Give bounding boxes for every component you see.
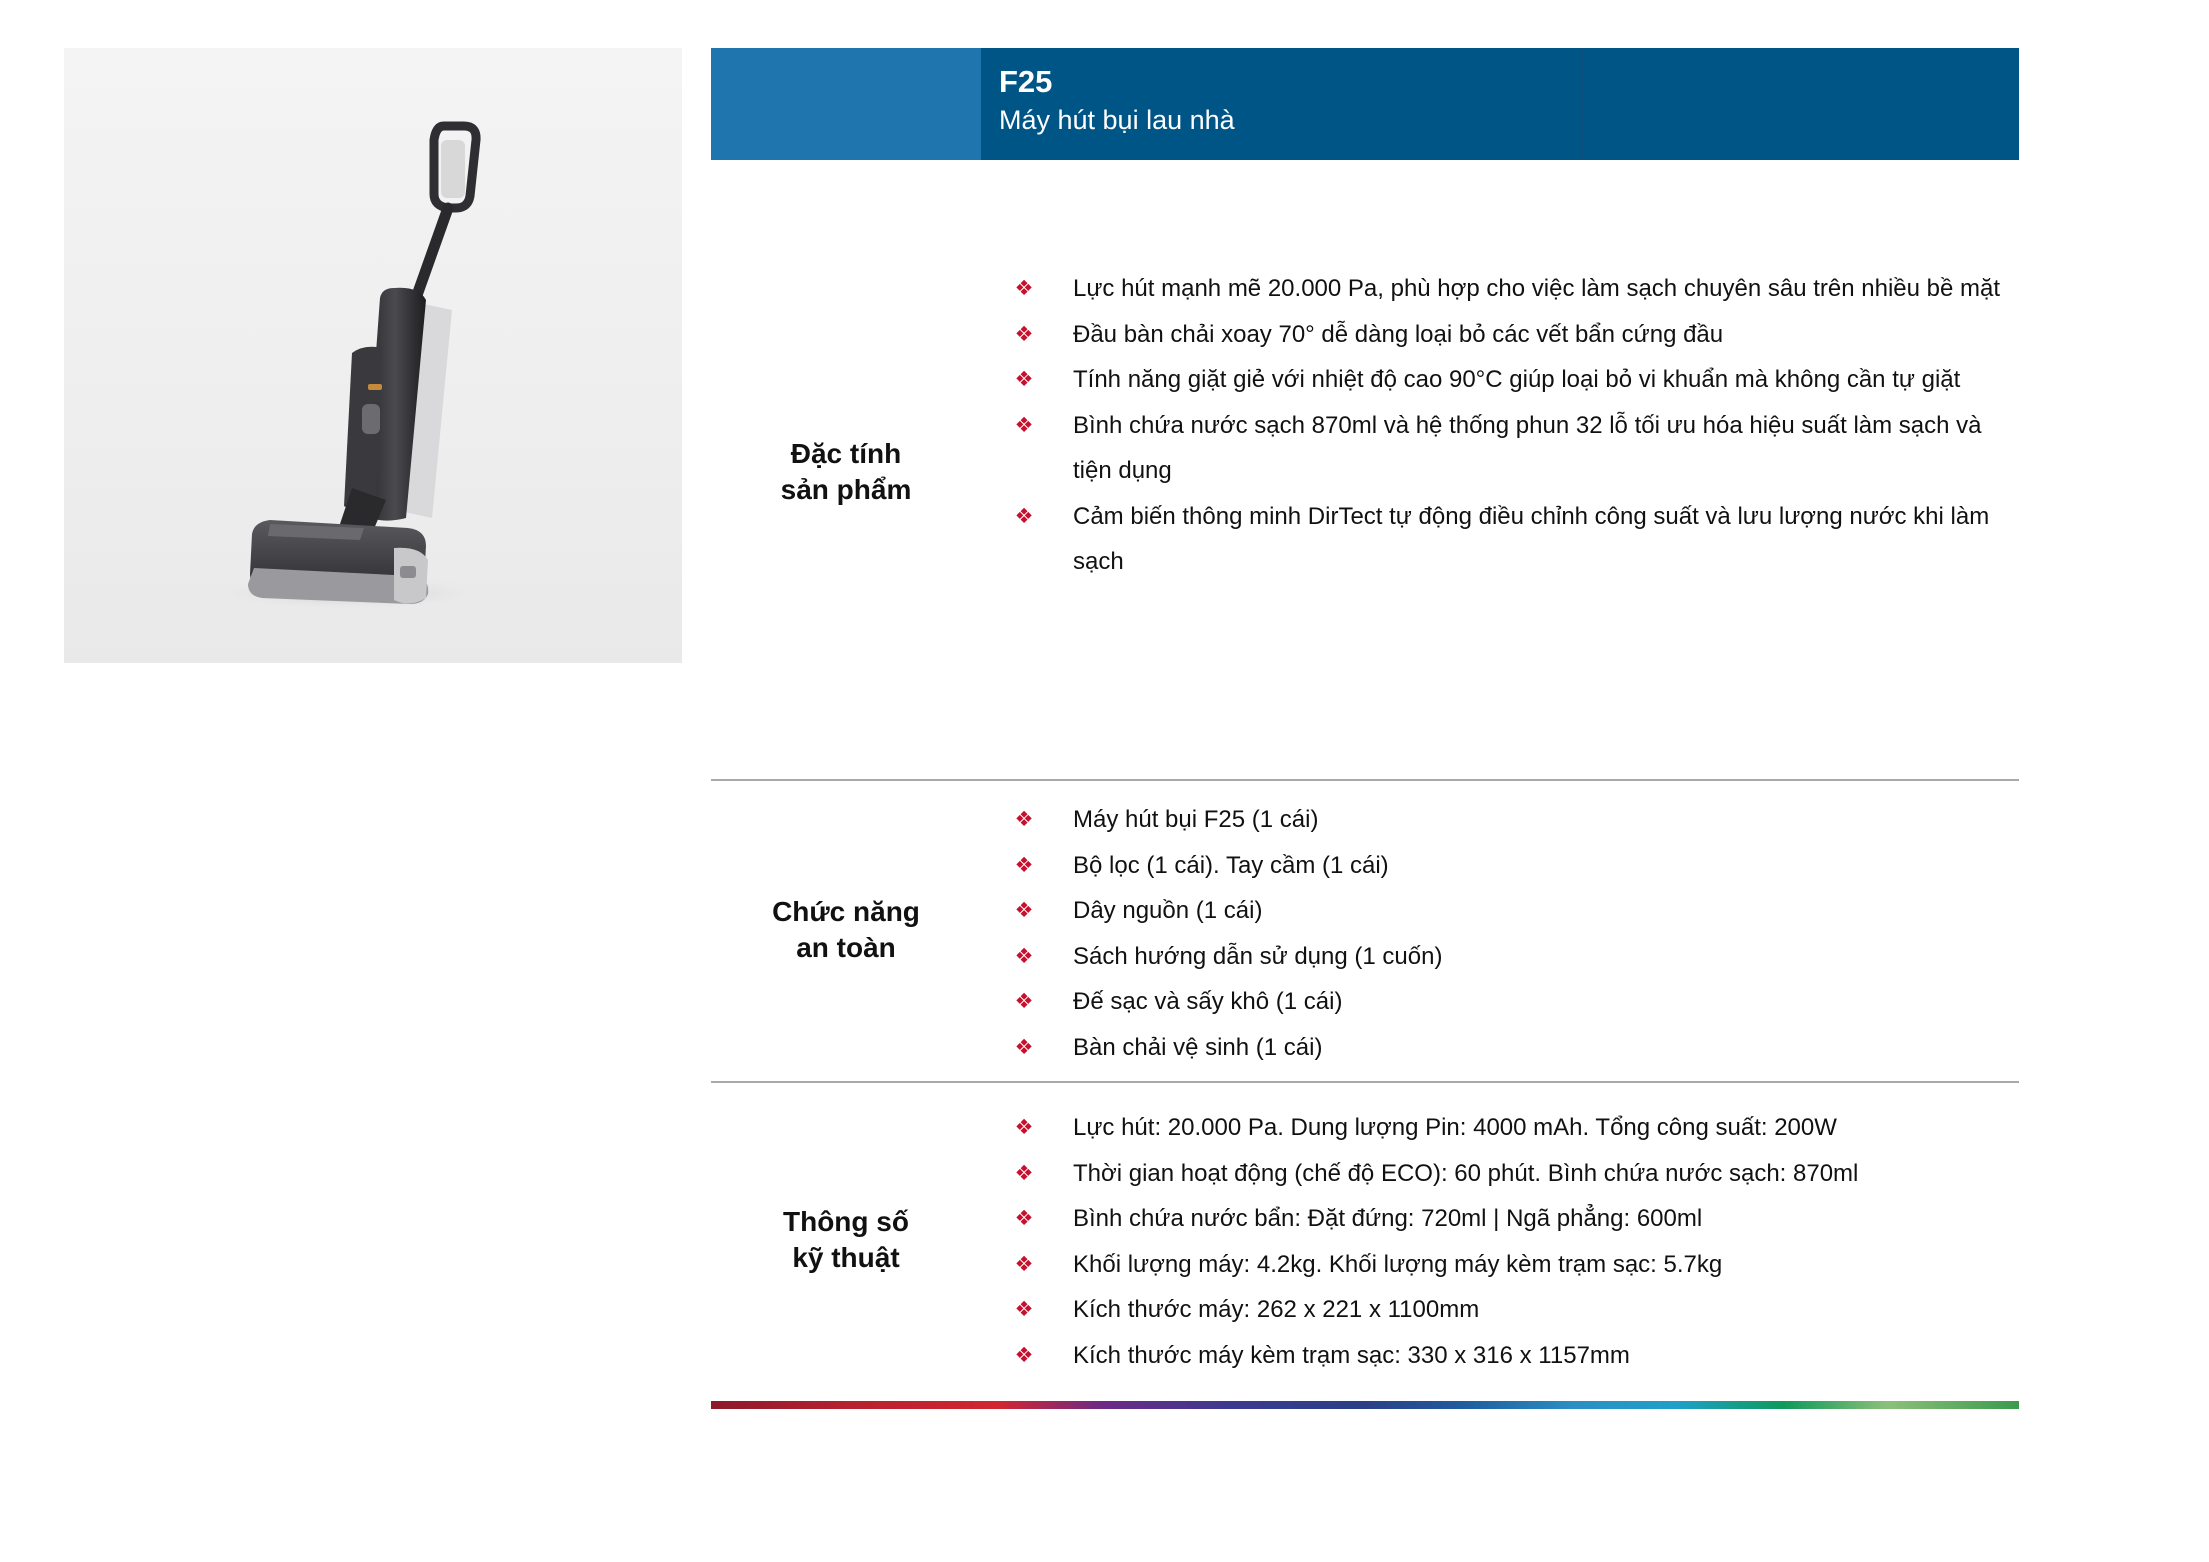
list-item <box>1011 797 2001 843</box>
list-item-text: Bình chứa nước sạch 870ml và hệ thống phun 32 lỗ tối ưu hóa hiệu suất làm sạch và tiện dụng <box>1073 411 1982 484</box>
list-item <box>1011 403 2001 494</box>
header-left-block <box>711 48 981 160</box>
four-diamond-bullet-icon: ❖ <box>1014 852 1034 877</box>
list-item-text: Lực hút mạnh mẽ 20.000 Pa, phù hợp cho việc làm sạch chuyên sâu trên nhiều bề mặt <box>1073 275 2001 302</box>
list-item-text: Đầu bàn chải xoay 70° dễ dàng loại bỏ các vết bẩn cứng đầu <box>1073 320 1724 348</box>
product-header-band <box>711 48 2019 160</box>
four-diamond-bullet-icon: ❖ <box>1014 503 1034 528</box>
list-item <box>1011 934 2001 980</box>
section-title-features <box>711 436 981 508</box>
section-title-line: kỹ thuật <box>792 1242 900 1273</box>
product-image <box>64 48 682 663</box>
four-diamond-bullet-icon: ❖ <box>1014 1342 1034 1367</box>
list-item <box>1011 888 2001 934</box>
list-item-text: Lực hút: 20.000 Pa. Dung lượng Pin: 4000 mAh. Tổng công suất: 200W <box>1073 1114 1837 1141</box>
four-diamond-bullet-icon: ❖ <box>1014 807 1034 831</box>
safety-list <box>1011 797 2001 1070</box>
model-code: F25 <box>999 64 1053 99</box>
section-title-line: Đặc tính <box>790 438 902 469</box>
list-item-text: Kích thước máy: 262 x 221 x 1100mm <box>1073 1296 1480 1323</box>
section-title-line: Chức năng <box>772 896 920 927</box>
header-divider <box>1582 48 1584 160</box>
list-item <box>1011 1333 2001 1379</box>
list-item <box>1011 1287 2001 1333</box>
four-diamond-bullet-icon: ❖ <box>1014 276 1034 300</box>
section-title-line: an toàn <box>796 932 896 963</box>
list-item <box>1011 1242 2001 1288</box>
list-item <box>1011 494 2001 585</box>
section-title-safety <box>711 894 981 966</box>
four-diamond-bullet-icon: ❖ <box>1014 412 1034 437</box>
list-item-text: Thời gian hoạt động (chế độ ECO): 60 phút. Bình chứa nước sạch: 870ml <box>1073 1159 1859 1187</box>
section-features <box>711 160 2019 780</box>
list-item <box>1011 312 2001 358</box>
four-diamond-bullet-icon: ❖ <box>1014 1206 1034 1230</box>
list-item-text: Kích thước máy kèm trạm sạc: 330 x 316 x 1157mm <box>1073 1341 1630 1369</box>
list-item <box>1011 266 2001 312</box>
four-diamond-bullet-icon: ❖ <box>1014 1115 1034 1139</box>
list-item-text: Bàn chải vệ sinh (1 cái) <box>1073 1033 1323 1061</box>
four-diamond-bullet-icon: ❖ <box>1014 367 1034 391</box>
section-safety <box>711 781 2019 1081</box>
four-diamond-bullet-icon: ❖ <box>1014 898 1034 922</box>
list-item <box>1011 843 2001 889</box>
list-item <box>1011 979 2001 1025</box>
list-item <box>1011 1196 2001 1242</box>
list-item-text: Đế sạc và sấy khô (1 cái) <box>1073 988 1343 1015</box>
section-specs <box>711 1083 2019 1401</box>
four-diamond-bullet-icon: ❖ <box>1014 989 1034 1013</box>
specs-list <box>1011 1105 2001 1378</box>
four-diamond-bullet-icon: ❖ <box>1014 1251 1034 1276</box>
list-item-text: Bình chứa nước bẩn: Đặt đứng: 720ml | Ngã phẳng: 600ml <box>1073 1205 1703 1232</box>
list-item-text: Bộ lọc (1 cái). Tay cầm (1 cái) <box>1073 851 1389 879</box>
four-diamond-bullet-icon: ❖ <box>1014 321 1034 346</box>
list-item <box>1011 357 2001 403</box>
features-list <box>1011 266 2001 585</box>
section-title-specs <box>711 1204 981 1276</box>
vacuum-icon <box>64 48 682 663</box>
four-diamond-bullet-icon: ❖ <box>1014 1160 1034 1185</box>
model-name: Máy hút bụi lau nhà <box>999 105 1235 135</box>
section-title-line: Thông số <box>783 1206 909 1237</box>
list-item-text: Khối lượng máy: 4.2kg. Khối lượng máy kèm trạm sạc: 5.7kg <box>1073 1250 1723 1278</box>
list-item-text: Tính năng giặt giẻ với nhiệt độ cao 90°C giúp loại bỏ vi khuẩn mà không cần tự giặt <box>1073 366 1961 393</box>
four-diamond-bullet-icon: ❖ <box>1014 1034 1034 1059</box>
list-item <box>1011 1151 2001 1197</box>
list-item <box>1011 1105 2001 1151</box>
decorative-color-bar <box>711 1401 2019 1409</box>
list-item-text: Dây nguồn (1 cái) <box>1073 897 1263 924</box>
list-item-text: Máy hút bụi F25 (1 cái) <box>1073 806 1319 833</box>
list-item-text: Cảm biến thông minh DirTect tự động điều chỉnh công suất và lưu lượng nước khi làm sạch <box>1073 502 1990 575</box>
list-item <box>1011 1025 2001 1071</box>
four-diamond-bullet-icon: ❖ <box>1014 943 1034 968</box>
list-item-text: Sách hướng dẫn sử dụng (1 cuốn) <box>1073 942 1443 970</box>
four-diamond-bullet-icon: ❖ <box>1014 1297 1034 1321</box>
section-title-line: sản phẩm <box>780 474 912 505</box>
